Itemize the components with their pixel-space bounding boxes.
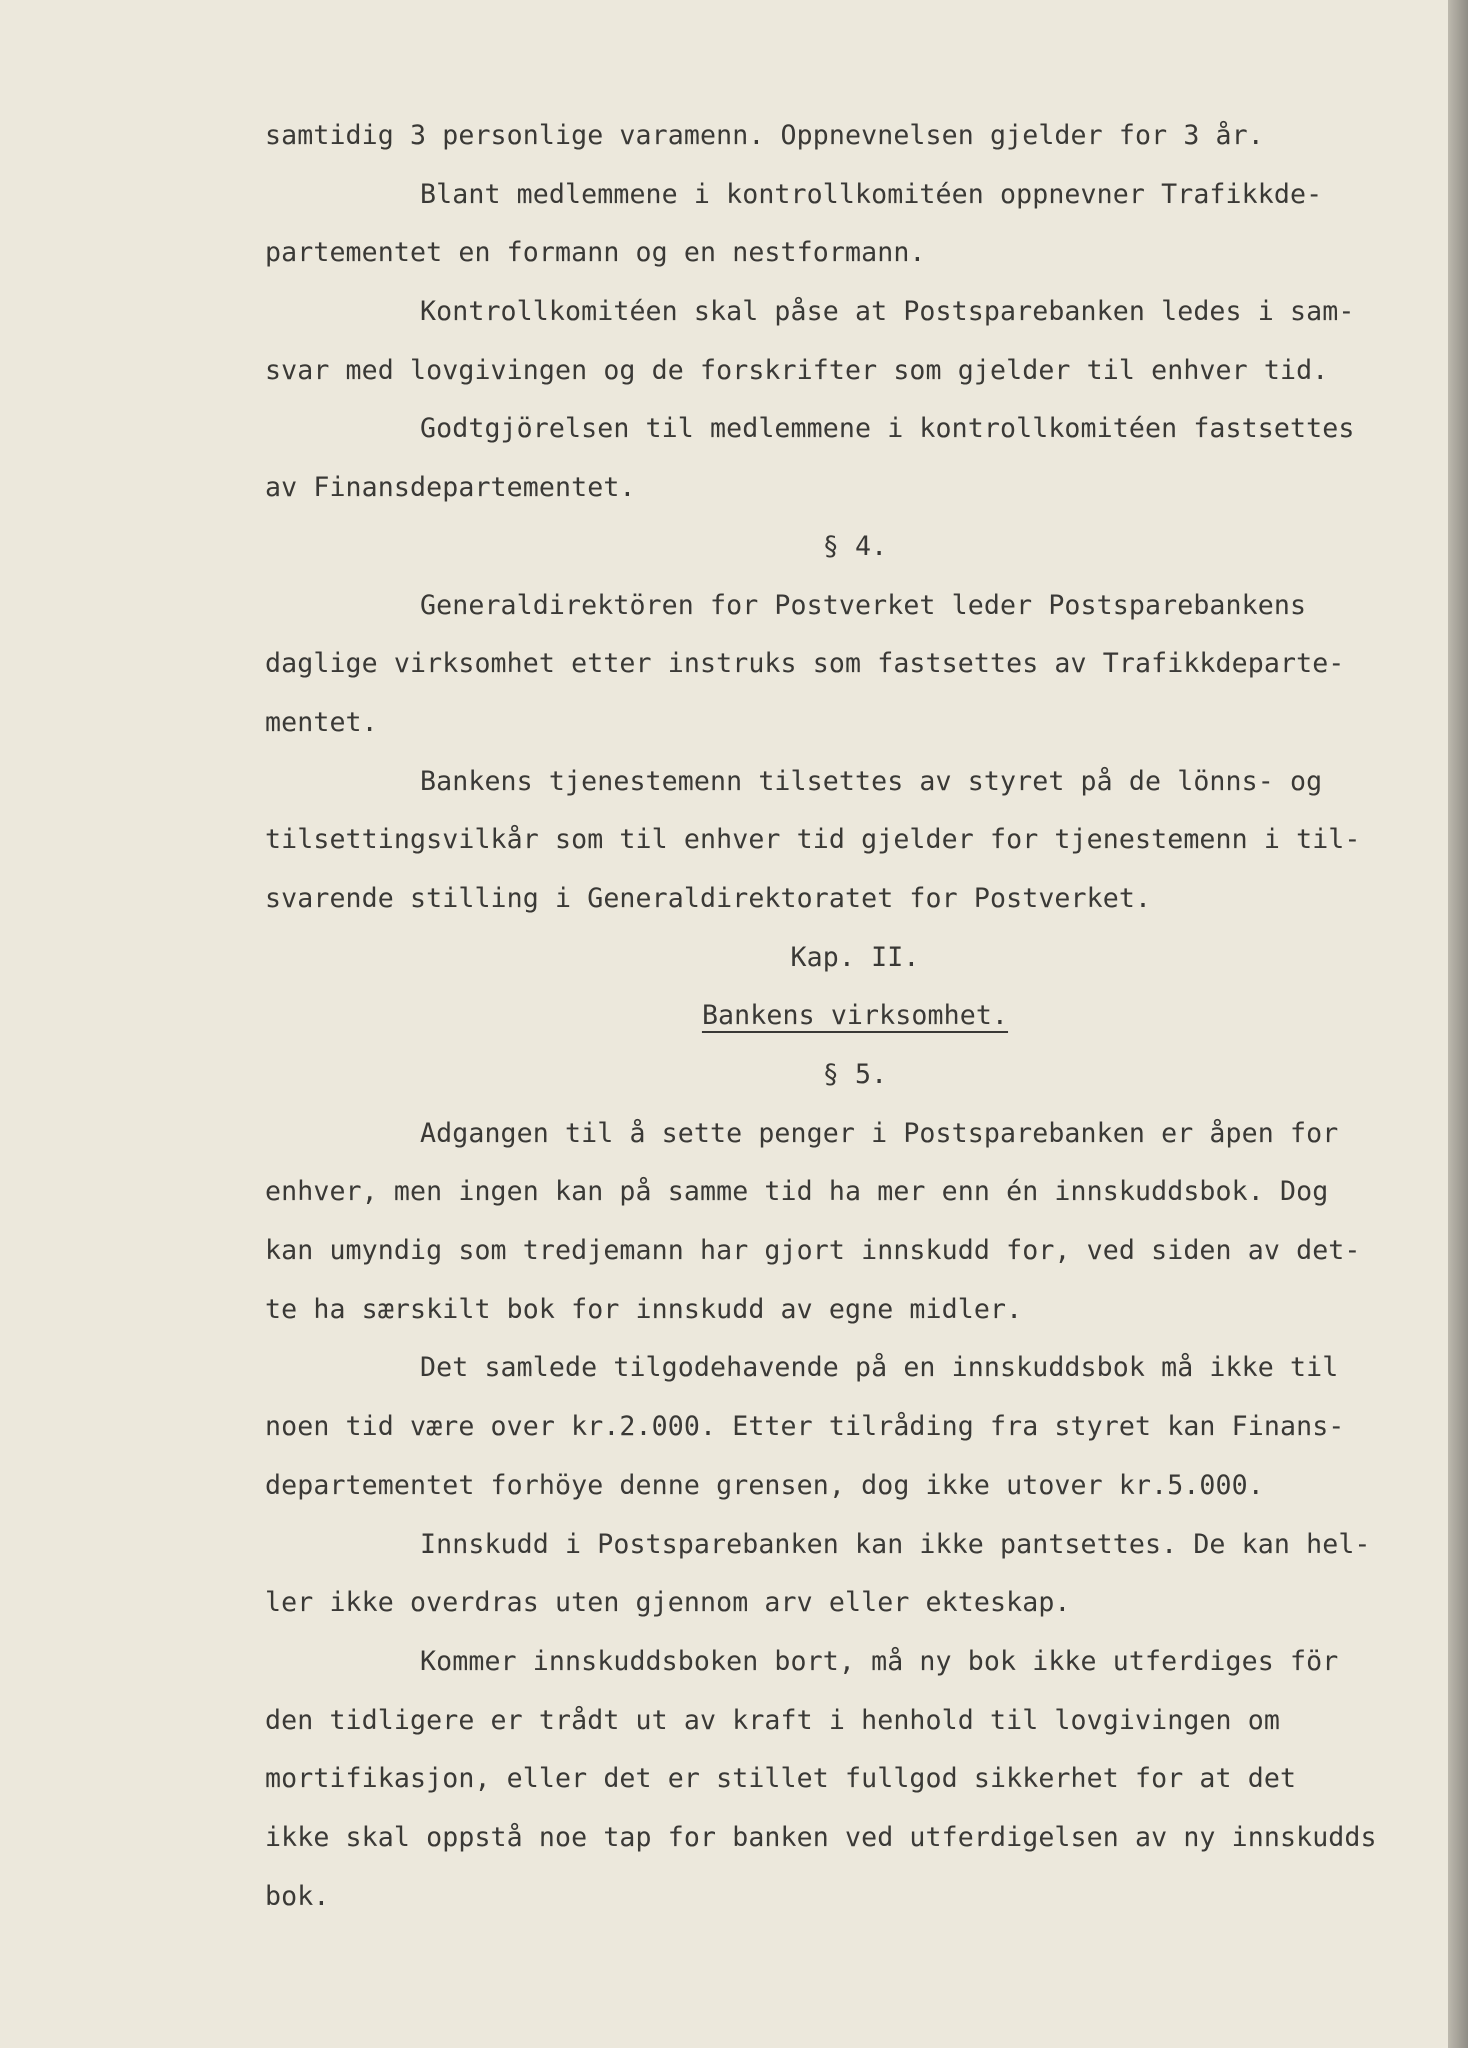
text-line: tilsettingsvilkår som til enhver tid gjelder for tjenestemenn i til- [265, 824, 1361, 856]
text-line: Generaldirektören for Postverket leder Postsparebankens [420, 589, 1307, 621]
text-line: ikke skal oppstå noe tap for banken ved utferdigelsen av ny innskudds [265, 1821, 1377, 1853]
text-line: Blant medlemmene i kontrollkomitéen oppnevner Trafikkde- [420, 178, 1323, 210]
document-body [265, 107, 1445, 1926]
text-line: noen tid være over kr.2.000. Etter tilråding fra styret kan Finans- [265, 1411, 1345, 1443]
page-edge [1448, 0, 1468, 2048]
text-line: daglige virksomhet etter instruks som fastsettes av Trafikkdeparte- [265, 648, 1345, 680]
text-line: av Finansdepartementet. [265, 472, 636, 504]
text-line: Adgangen til å sette penger i Postsparebanken er åpen for [420, 1117, 1339, 1149]
text-line: mentet. [265, 706, 378, 738]
text-line: svarende stilling i Generaldirektoratet for Postverket. [265, 882, 1152, 914]
text-line: departementet forhöye denne grensen, dog ikke utover kr.5.000. [265, 1469, 1264, 1501]
section-5-heading: § 5. [822, 1059, 888, 1090]
text-line: Bankens tjenestemenn tilsettes av styret på de lönns- og [420, 765, 1323, 797]
text-line: Det samlede tilgodehavende på en innskuddsbok må ikke til [420, 1352, 1339, 1384]
text-line: Innskudd i Postsparebanken kan ikke pantsettes. De kan hel- [420, 1528, 1371, 1560]
section-4-heading: § 4. [822, 530, 888, 562]
text-line: Kommer innskuddsboken bort, må ny bok ikke utferdiges för [420, 1645, 1339, 1677]
text-line: partementet en formann og en nestformann. [265, 237, 926, 269]
text-line: Kontrollkomitéen skal påse at Postsparebanken ledes i sam- [420, 296, 1355, 328]
text-line: bok. [265, 1880, 330, 1912]
text-line: svar med lovgivingen og de forskrifter som gjelder til enhver tid. [265, 354, 1329, 386]
text-line: den tidligere er trådt ut av kraft i henhold til lovgivingen om [265, 1704, 1280, 1736]
text-line: mortifikasjon, eller det er stillet fullgod sikkerhet for at det [265, 1763, 1297, 1795]
text-line: te ha særskilt bok for innskudd av egne midler. [265, 1293, 1023, 1325]
chapter-title: Bankens virksomhet. [701, 1000, 1009, 1032]
text-line: ler ikke overdras uten gjennom arv eller ekteskap. [265, 1587, 1071, 1619]
text-line: Godtgjörelsen til medlemmene i kontrollkomitéen fastsettes [420, 413, 1355, 445]
text-line: kan umyndig som tredjemann har gjort innskudd for, ved siden av det- [265, 1235, 1361, 1267]
text-line: enhver, men ingen kan på samme tid ha mer enn én innskuddsbok. Dog [265, 1176, 1329, 1208]
text-line: samtidig 3 personlige varamenn. Oppnevnelsen gjelder for 3 år. [265, 120, 1264, 151]
chapter-heading: Kap. II. [790, 941, 920, 973]
